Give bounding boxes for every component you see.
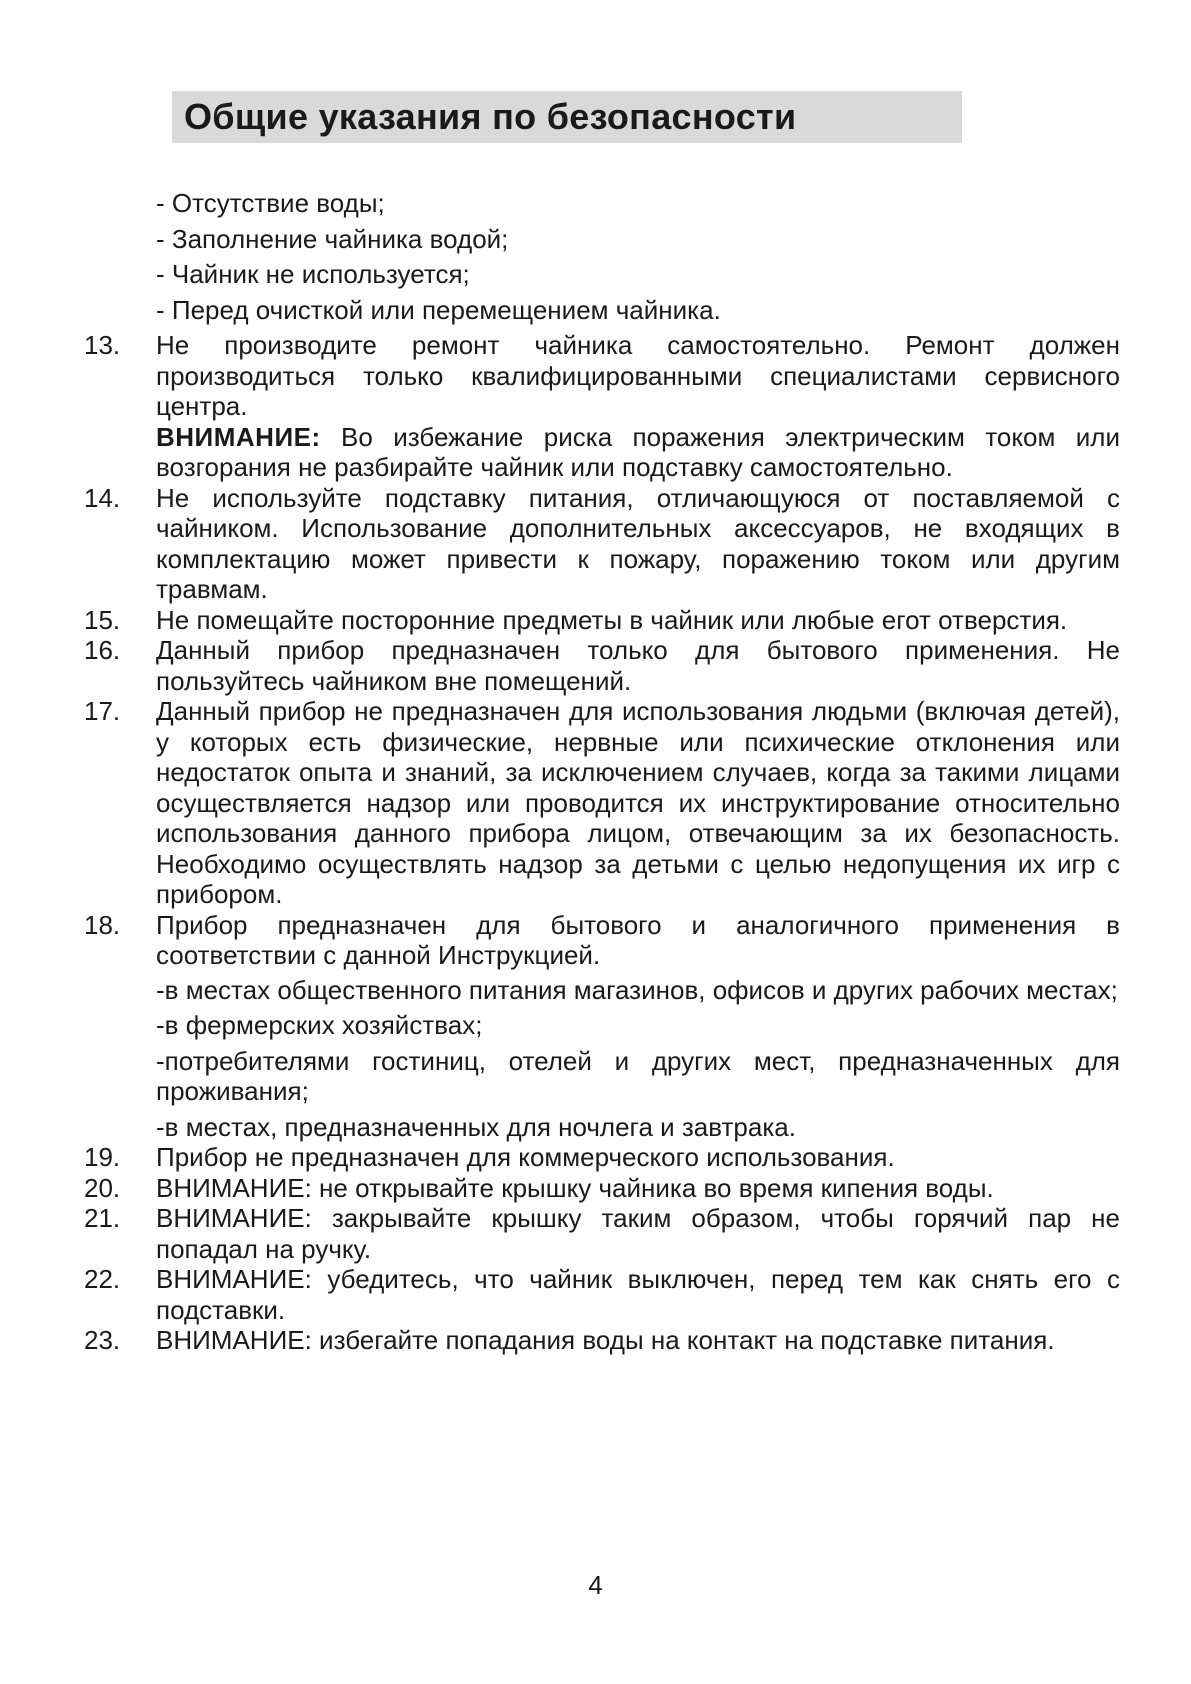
item-body [156,330,1120,483]
list-item-15 [84,605,1120,636]
page-number: 4 [588,1570,603,1600]
item-text: Не помещайте посторонние предметы в чайник или любые егот отверстия. [156,604,1068,635]
item-text: Прибор предназначен для бытового и аналогичного применения в соответствии с данной Инструкцией. [156,909,1120,970]
sub-item: -потребителями гостиниц, отелей и других мест, предназначенных для проживания; [156,1045,1120,1106]
item-number: 16. [84,635,121,665]
list-item-17 [84,696,1120,910]
list-item-21 [84,1203,1120,1264]
item-text: ВНИМАНИЕ: не открывайте крышку чайника во время кипения воды. [156,1172,994,1203]
list-item-13 [84,330,1120,483]
warning-text: Во избежание риска поражения электрическим током или возгорания не разбирайте чайник или подставку самостоятельно. [156,421,1120,482]
list-item-20 [84,1173,1120,1204]
list-item-23 [84,1325,1120,1356]
bullet-item: - Перед очисткой или перемещением чайника. [156,294,721,325]
safety-instructions [84,188,1120,1356]
item-text: ВНИМАНИЕ: убедитесь, что чайник выключен, перед тем как снять его с подставки. [156,1264,1120,1325]
warning-label: ВНИМАНИЕ: [156,421,321,452]
item-text: Не производите ремонт чайника самостоятельно. Ремонт должен производиться только квалифицированными специалистами сервисного центра. [156,330,1120,421]
list-item-19 [84,1142,1120,1173]
item-number: 20. [84,1172,121,1203]
item-number: 18. [84,909,121,940]
sub-item: -в местах, предназначенных для ночлега и завтрака. [156,1111,796,1142]
item-number: 14. [84,482,121,513]
item-number: 15. [84,604,121,635]
item-number: 19. [84,1142,121,1172]
item-body [156,910,1120,1143]
item-number: 21. [84,1203,121,1233]
item-number: 17. [84,696,121,726]
item-text: ВНИМАНИЕ: закрывайте крышку таким образом, чтобы горячий пар не попадал на ручку. [156,1203,1120,1264]
bullet-item: - Заполнение чайника водой; [156,223,509,254]
item-number: 23. [84,1325,121,1355]
bullet-item: - Отсутствие воды; [156,188,385,218]
list-item-14 [84,483,1120,605]
sub-item: -в местах общественного питания магазинов, офисов и других рабочих местах; [156,974,1118,1005]
item-text: Данный прибор не предназначен для использования людьми (включая детей), у которых есть физические, нервные или психические отклонения или недостаток опыта и знаний, за исключением случаев, когда за такими лицами осуществляется надзор или проводится их инструктирование относительно использования данного прибора лицом, отвечающим за их безопасность. Необходимо осуществлять надзор за детьми с целью недопущения их игр с прибором. [156,696,1120,909]
item-number: 22. [84,1264,121,1294]
bullet-item: - Чайник не используется; [156,259,470,289]
item-text: Данный прибор предназначен только для бытового применения. Не пользуйтесь чайником вне помещений. [156,635,1120,696]
list-item-22 [84,1264,1120,1325]
sub-item: -в фермерских хозяйствах; [156,1010,483,1040]
warning-paragraph [156,422,1120,483]
list-item-16 [84,635,1120,696]
item-number: 13. [84,330,121,360]
item-text: ВНИМАНИЕ: избегайте попадания воды на контакт на подставке питания. [156,1325,1055,1355]
list-item-18 [84,910,1120,1143]
section-title: Общие указания по безопасности [184,96,797,137]
item-text: Прибор не предназначен для коммерческого использования. [156,1142,895,1172]
item-text: Не используйте подставку питания, отличающуюся от поставляемой с чайником. Использование дополнительных аксессуаров, не входящих в комплектацию может привести к пожару, поражению током или другим травмам. [156,482,1120,604]
